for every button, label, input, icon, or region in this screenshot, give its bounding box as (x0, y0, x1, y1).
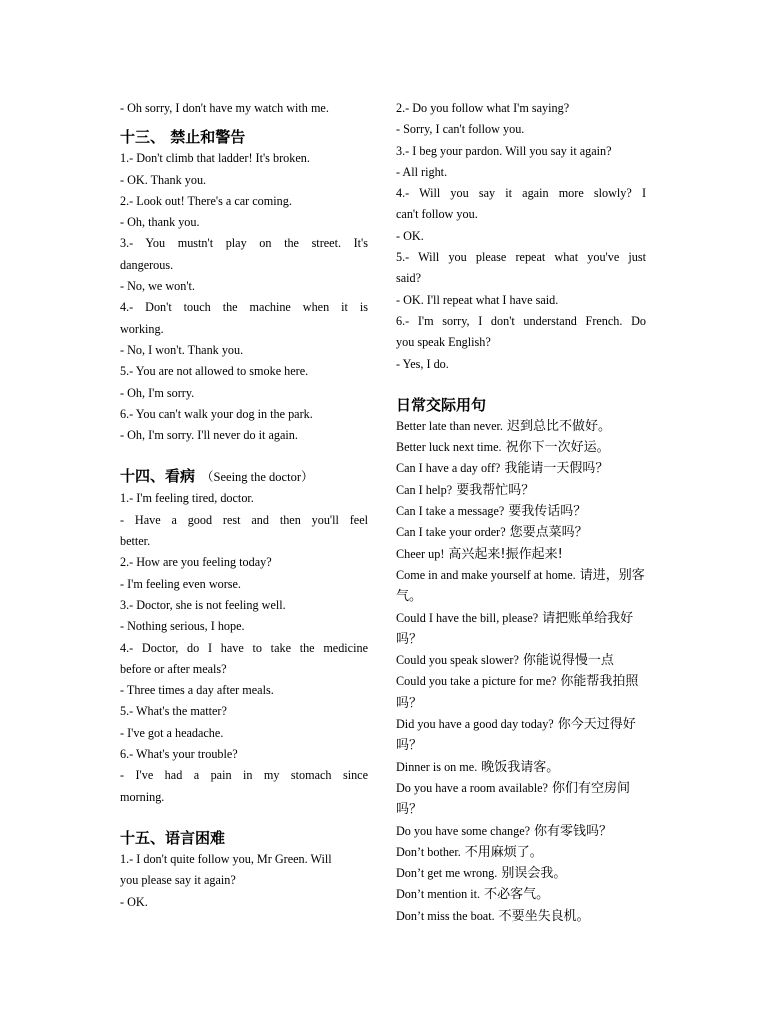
phrase-zh: 不必客气。 (484, 887, 550, 903)
dialogue-line: - All right. (396, 164, 448, 179)
phrase-zh: 你能说得慢一点 (522, 653, 614, 669)
section-heading-13: 十三、 禁止和警告 (120, 128, 246, 147)
dialogue-line: 3.- I beg your pardon. Will you say it again? (396, 143, 612, 158)
phrase-en: Did you have a good day today? (396, 717, 554, 732)
dialogue-line: - Three times a day after meals. (120, 683, 274, 698)
dialogue-line: morning. (120, 789, 165, 804)
phrase-zh: 不用麻烦了。 (464, 844, 543, 860)
dialogue-line: 5.- What's the matter? (120, 704, 227, 719)
dialogue-line: 3.- You mustn't play on the street. It's (120, 236, 368, 251)
dialogue-line: - OK. (120, 894, 148, 909)
dialogue-line: - I'm feeling even worse. (120, 576, 241, 591)
dialogue-line: 5.- Will you please repeat what you've just (396, 250, 646, 265)
dialogue-line: - I've got a headache. (120, 725, 224, 740)
dialogue-line: said? (396, 271, 422, 286)
phrase-zh: 要我帮忙吗？ (456, 482, 535, 498)
dialogue-line: - Oh, I'm sorry. I'll never do it again. (120, 428, 298, 443)
dialogue-line: - Sorry, I can't follow you. (396, 122, 525, 137)
phrase-zh: 请把账单给我好吗？ (396, 610, 634, 647)
phrase-en: Better luck next time. (396, 440, 502, 455)
phrase-item (396, 821, 646, 842)
dialogue-line: working. (120, 321, 164, 336)
phrase-item (396, 416, 646, 437)
phrase-zh: 晚饭我请客。 (481, 759, 560, 775)
phrase-zh: 您要点菜吗？ (509, 525, 588, 541)
dialogue-line: 2.- Look out! There's a car coming. (120, 193, 292, 208)
dialogue-line: 1.- I don't quite follow you, Mr Green. Will (120, 851, 332, 866)
dialogue-line: - No, we won't. (120, 279, 195, 294)
phrase-en: Don’t miss the boat. (396, 908, 495, 923)
section-15-lines (120, 849, 368, 913)
phrase-en: Dinner is on me. (396, 759, 478, 774)
dialogue-line: 4.- Doctor, do I have to take the medicine (120, 640, 368, 655)
dialogue-line: 3.- Doctor, she is not feeling well. (120, 597, 286, 612)
dialogue-line: 6.- You can't walk your dog in the park. (120, 406, 313, 421)
dialogue-line: you speak English? (396, 335, 491, 350)
dialogue-line: - No, I won't. Thank you. (120, 342, 244, 357)
phrase-en: Better late than never. (396, 418, 503, 433)
dialogue-line: - Oh, thank you. (120, 215, 200, 230)
phrase-zh: 不要坐失良机。 (498, 908, 590, 924)
dialogue-line: before or after meals? (120, 661, 227, 676)
phrase-en: Don’t bother. (396, 844, 461, 859)
dialogue-line: - OK. Thank you. (120, 172, 207, 187)
phrase-item (396, 778, 646, 821)
dialogue-line: - OK. (396, 228, 424, 243)
right-column (396, 98, 646, 927)
phrase-item (396, 650, 646, 671)
dialogue-line: 2.- How are you feeling today? (120, 555, 272, 570)
phrase-zh: 迟到总比不做好。 (506, 418, 611, 434)
dialogue-line: - Yes, I do. (396, 356, 449, 371)
dialogue-line: 5.- You are not allowed to smoke here. (120, 364, 309, 379)
dialogue-line: 1.- I'm feeling tired, doctor. (120, 491, 254, 506)
phrase-item (396, 458, 646, 479)
phrase-zh: 你有零钱吗？ (534, 823, 613, 839)
phrase-en: Can I take your order? (396, 525, 506, 540)
phrase-en: Could you take a picture for me? (396, 674, 557, 689)
phrase-item (396, 757, 646, 778)
dialogue-line: 2.- Do you follow what I'm saying? (396, 101, 570, 115)
phrase-list (396, 416, 646, 927)
phrase-en: Cheer up! (396, 546, 445, 561)
phrase-item (396, 480, 646, 501)
dialogue-line: better. (120, 534, 151, 549)
dialogue-line: - I've had a pain in my stomach since (120, 768, 368, 783)
phrase-en: Do you have some change? (396, 823, 531, 838)
dialogue-line: 4.- Will you say it again more slowly? I (396, 186, 646, 201)
phrase-zh: 别误会我。 (501, 866, 567, 882)
dialogue-line: can't follow you. (396, 207, 478, 222)
dialogue-line: 4.- Don't touch the machine when it is (120, 300, 368, 315)
dialogue-line: - Oh, I'm sorry. (120, 385, 195, 400)
left-column (120, 98, 368, 913)
phrase-zh: 我能请一天假吗？ (504, 461, 609, 477)
dialogue-line: 1.- Don't climb that ladder! It's broken. (120, 151, 310, 166)
phrase-zh: 要我传话吗？ (508, 504, 587, 520)
section-15-continued-lines (396, 98, 646, 375)
dialogue-line: 6.- I'm sorry, I don't understand French. Do (396, 313, 646, 328)
phrases-heading: 日常交际用句 (396, 395, 487, 414)
phrase-en: Do you have a room available? (396, 780, 548, 795)
dialogue-line: - Have a good rest and then you'll feel (120, 512, 368, 527)
phrase-zh: 你今天过得好吗？ (396, 717, 636, 754)
phrase-zh: 请进，别客气。 (396, 567, 645, 605)
phrase-en: Don’t mention it. (396, 887, 481, 902)
phrase-en: Can I have a day off? (396, 461, 501, 476)
phrase-item (396, 437, 646, 458)
phrase-en: Could I have the bill, please? (396, 610, 539, 625)
phrase-item (396, 884, 646, 905)
phrase-item (396, 842, 646, 863)
phrase-item (396, 522, 646, 543)
section-13-lines (120, 148, 368, 446)
dialogue-line: you please say it again? (120, 873, 236, 888)
phrase-item (396, 671, 646, 714)
section-heading-14 (120, 466, 368, 488)
dialogue-line: - OK. I'll repeat what I have said. (396, 292, 559, 307)
phrase-en: Could you speak slower? (396, 653, 519, 668)
phrase-zh: 你能帮我拍照吗？ (396, 674, 639, 711)
dialogue-line: - Oh sorry, I don't have my watch with me. (120, 101, 329, 115)
section-14-subtitle: （Seeing the doctor） (201, 470, 314, 485)
phrase-item (396, 906, 646, 927)
dialogue-line: 6.- What's your trouble? (120, 747, 238, 762)
phrase-zh: 你们有空房间吗？ (396, 780, 630, 818)
phrase-en: Can I take a message? (396, 504, 505, 519)
section-heading-15: 十五、语言困难 (120, 828, 226, 847)
section-14-lines (120, 488, 368, 807)
phrase-en: Come in and make yourself at home. (396, 567, 576, 582)
dialogue-line: - Nothing serious, I hope. (120, 619, 245, 634)
dialogue-line: dangerous. (120, 257, 174, 272)
phrase-en: Can I help? (396, 482, 453, 497)
phrase-item (396, 714, 646, 757)
phrase-zh: 祝你下一次好运。 (505, 440, 610, 456)
phrase-item (396, 863, 646, 884)
phrase-item (396, 565, 646, 608)
phrase-zh: 高兴起来!振作起来! (448, 546, 563, 562)
phrase-en: Don’t get me wrong. (396, 866, 498, 881)
phrase-item (396, 544, 646, 565)
section-14-title: 十四、看病 (120, 467, 196, 486)
phrase-item (396, 608, 646, 651)
phrase-item (396, 501, 646, 522)
